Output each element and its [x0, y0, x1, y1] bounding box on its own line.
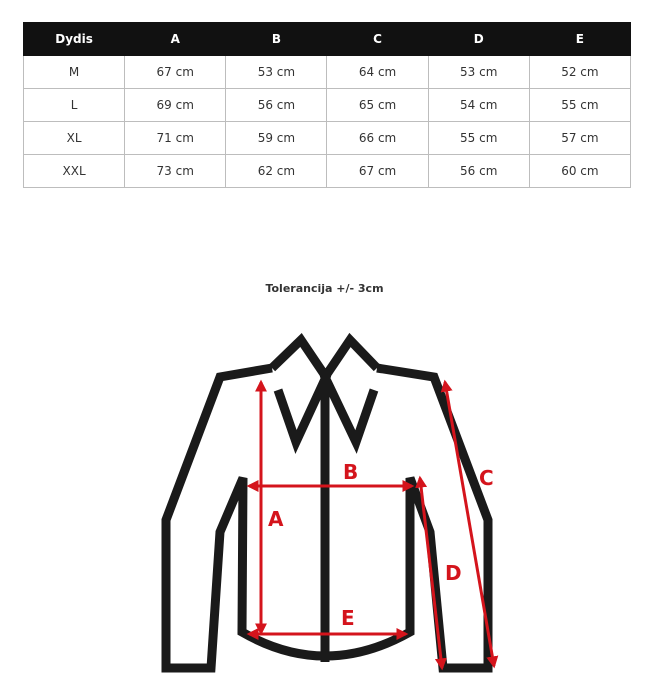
table-cell: 69 cm [125, 89, 226, 122]
table-cell: 62 cm [226, 155, 327, 188]
header-cell-size: Dydis [24, 23, 125, 56]
header-cell-a: A [125, 23, 226, 56]
measure-a-label: A [268, 507, 284, 531]
table-cell: 55 cm [529, 89, 630, 122]
table-row [24, 122, 631, 155]
table-cell: 57 cm [529, 122, 630, 155]
header-cell-c: C [327, 23, 428, 56]
table-cell: 60 cm [529, 155, 630, 188]
table-cell-size: M [24, 56, 125, 89]
table-row [24, 155, 631, 188]
header-cell-d: D [428, 23, 529, 56]
measure-d-label: D [445, 561, 462, 585]
table-cell: 55 cm [428, 122, 529, 155]
table-cell: 66 cm [327, 122, 428, 155]
table-cell: 53 cm [428, 56, 529, 89]
table-cell: 71 cm [125, 122, 226, 155]
measure-e-label: E [341, 606, 355, 630]
jacket-measurement-diagram [0, 320, 649, 697]
table-header-row [24, 23, 631, 56]
header-cell-e: E [529, 23, 630, 56]
table-cell: 65 cm [327, 89, 428, 122]
table-cell: 56 cm [428, 155, 529, 188]
jacket-outline [166, 340, 488, 668]
table-row [24, 56, 631, 89]
header-cell-b: B [226, 23, 327, 56]
jacket-left-collar [272, 340, 326, 442]
table-cell: 73 cm [125, 155, 226, 188]
table-cell-size: L [24, 89, 125, 122]
size-table [23, 22, 631, 188]
table-cell-size: XXL [24, 155, 125, 188]
table-row [24, 89, 631, 122]
table-cell: 64 cm [327, 56, 428, 89]
table-cell-size: XL [24, 122, 125, 155]
measure-d-line [420, 478, 442, 668]
tolerance-note: Tolerancija +/- 3cm [265, 282, 384, 295]
table-cell: 67 cm [125, 56, 226, 89]
table-cell: 56 cm [226, 89, 327, 122]
jacket-right-collar [325, 340, 377, 442]
measure-b-label: B [343, 460, 359, 484]
measure-c-label: C [479, 466, 494, 490]
table-cell: 52 cm [529, 56, 630, 89]
table-cell: 67 cm [327, 155, 428, 188]
table-cell: 53 cm [226, 56, 327, 89]
table-cell: 54 cm [428, 89, 529, 122]
table-cell: 59 cm [226, 122, 327, 155]
